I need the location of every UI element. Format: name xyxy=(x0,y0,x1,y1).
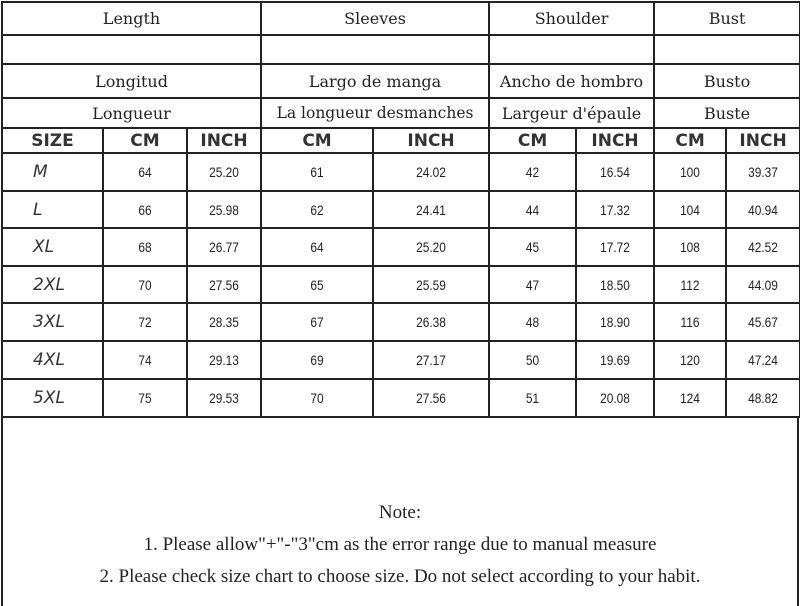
size-label: 3XL xyxy=(2,303,103,341)
measurement-cell: 48.82 xyxy=(732,379,795,417)
measurement-cell: 25.20 xyxy=(193,153,256,191)
header-sleeves: Sleeves xyxy=(261,2,489,35)
measurement-cell: 27.17 xyxy=(382,341,481,379)
measurement-cell: 70 xyxy=(109,266,180,303)
blank-cell xyxy=(489,35,654,64)
note-line-1: 1. Please allow"+"-"3"cm as the error range due to manual measure xyxy=(143,534,657,555)
header-buste: Buste xyxy=(654,98,800,128)
measurement-cell: 70 xyxy=(269,379,364,417)
measurement-cell: 116 xyxy=(659,303,720,341)
measurement-cell: 61 xyxy=(269,153,364,191)
size-row xyxy=(2,341,800,379)
size-row xyxy=(2,379,800,417)
note-line-2: 2. Please check size chart to choose size. Do not select according to your habit. xyxy=(99,566,701,587)
size-row xyxy=(2,153,800,191)
measurement-cell: 24.02 xyxy=(382,153,481,191)
size-label: M xyxy=(2,153,103,191)
size-label: 4XL xyxy=(2,341,103,379)
measurement-cell: 29.13 xyxy=(193,341,256,379)
size-row xyxy=(2,266,800,303)
measurement-cell: 42 xyxy=(496,153,570,191)
unit-header: CM xyxy=(489,128,576,153)
measurement-cell: 42.52 xyxy=(732,228,795,266)
size-label: 2XL xyxy=(2,266,103,303)
size-row xyxy=(2,303,800,341)
unit-header: SIZE xyxy=(2,128,103,153)
blank-cell xyxy=(2,35,261,64)
measurement-cell: 39.37 xyxy=(732,153,795,191)
measurement-cell: 48 xyxy=(496,303,570,341)
size-chart-table xyxy=(1,1,800,418)
size-label: XL xyxy=(2,228,103,266)
measurement-cell: 45.67 xyxy=(732,303,795,341)
measurement-cell: 40.94 xyxy=(732,191,795,228)
measurement-cell: 64 xyxy=(109,153,180,191)
unit-header: CM xyxy=(103,128,187,153)
header-busto: Busto xyxy=(654,64,800,98)
header-row-english xyxy=(2,2,800,35)
unit-header: INCH xyxy=(187,128,261,153)
measurement-cell: 108 xyxy=(659,228,720,266)
header-longueur-manches: La longueur desmanches xyxy=(261,98,489,128)
measurement-cell: 24.41 xyxy=(382,191,481,228)
measurement-cell: 19.69 xyxy=(582,341,648,379)
measurement-cell: 66 xyxy=(109,191,180,228)
measurement-cell: 25.59 xyxy=(382,266,481,303)
measurement-cell: 26.77 xyxy=(193,228,256,266)
measurement-cell: 16.54 xyxy=(582,153,648,191)
unit-header: INCH xyxy=(576,128,654,153)
units-row xyxy=(2,128,800,153)
header-row-blank xyxy=(2,35,800,64)
unit-header: CM xyxy=(261,128,373,153)
measurement-cell: 104 xyxy=(659,191,720,228)
measurement-cell: 44 xyxy=(496,191,570,228)
measurement-cell: 17.32 xyxy=(582,191,648,228)
measurement-cell: 28.35 xyxy=(193,303,256,341)
measurement-cell: 120 xyxy=(659,341,720,379)
header-longitud: Longitud xyxy=(2,64,261,98)
header-ancho-de-hombro: Ancho de hombro xyxy=(489,64,654,98)
note-title: Note: xyxy=(378,502,422,523)
header-length: Length xyxy=(2,2,261,35)
measurement-cell: 47.24 xyxy=(732,341,795,379)
size-label: 5XL xyxy=(2,379,103,417)
blank-cell xyxy=(261,35,489,64)
measurement-cell: 45 xyxy=(496,228,570,266)
measurement-cell: 67 xyxy=(269,303,364,341)
header-row-spanish xyxy=(2,64,800,98)
measurement-cell: 50 xyxy=(496,341,570,379)
unit-header: INCH xyxy=(726,128,800,153)
header-largeur-epaule: Largeur d'épaule xyxy=(489,98,654,128)
measurement-cell: 27.56 xyxy=(193,266,256,303)
measurement-cell: 20.08 xyxy=(582,379,648,417)
measurement-cell: 25.20 xyxy=(382,228,481,266)
measurement-cell: 18.50 xyxy=(582,266,648,303)
measurement-cell: 17.72 xyxy=(582,228,648,266)
measurement-cell: 27.56 xyxy=(382,379,481,417)
measurement-cell: 100 xyxy=(659,153,720,191)
measurement-cell: 44.09 xyxy=(732,266,795,303)
size-label: L xyxy=(2,191,103,228)
header-bust: Bust xyxy=(654,2,800,35)
measurement-cell: 75 xyxy=(109,379,180,417)
measurement-cell: 74 xyxy=(109,341,180,379)
measurement-cell: 64 xyxy=(269,228,364,266)
size-row xyxy=(2,228,800,266)
measurement-cell: 62 xyxy=(269,191,364,228)
measurement-cell: 68 xyxy=(109,228,180,266)
blank-cell xyxy=(654,35,800,64)
measurement-cell: 124 xyxy=(659,379,720,417)
measurement-cell: 72 xyxy=(109,303,180,341)
header-largo-de-manga: Largo de manga xyxy=(261,64,489,98)
measurement-cell: 69 xyxy=(269,341,364,379)
header-shoulder: Shoulder xyxy=(489,2,654,35)
measurement-cell: 18.90 xyxy=(582,303,648,341)
header-longueur: Longueur xyxy=(2,98,261,128)
measurement-cell: 47 xyxy=(496,266,570,303)
note-section xyxy=(1,416,799,606)
size-row xyxy=(2,191,800,228)
measurement-cell: 26.38 xyxy=(382,303,481,341)
unit-header: CM xyxy=(654,128,726,153)
measurement-cell: 112 xyxy=(659,266,720,303)
measurement-cell: 29.53 xyxy=(193,379,256,417)
measurement-cell: 65 xyxy=(269,266,364,303)
header-row-french xyxy=(2,98,800,128)
measurement-cell: 25.98 xyxy=(193,191,256,228)
measurement-cell: 51 xyxy=(496,379,570,417)
unit-header: INCH xyxy=(373,128,489,153)
